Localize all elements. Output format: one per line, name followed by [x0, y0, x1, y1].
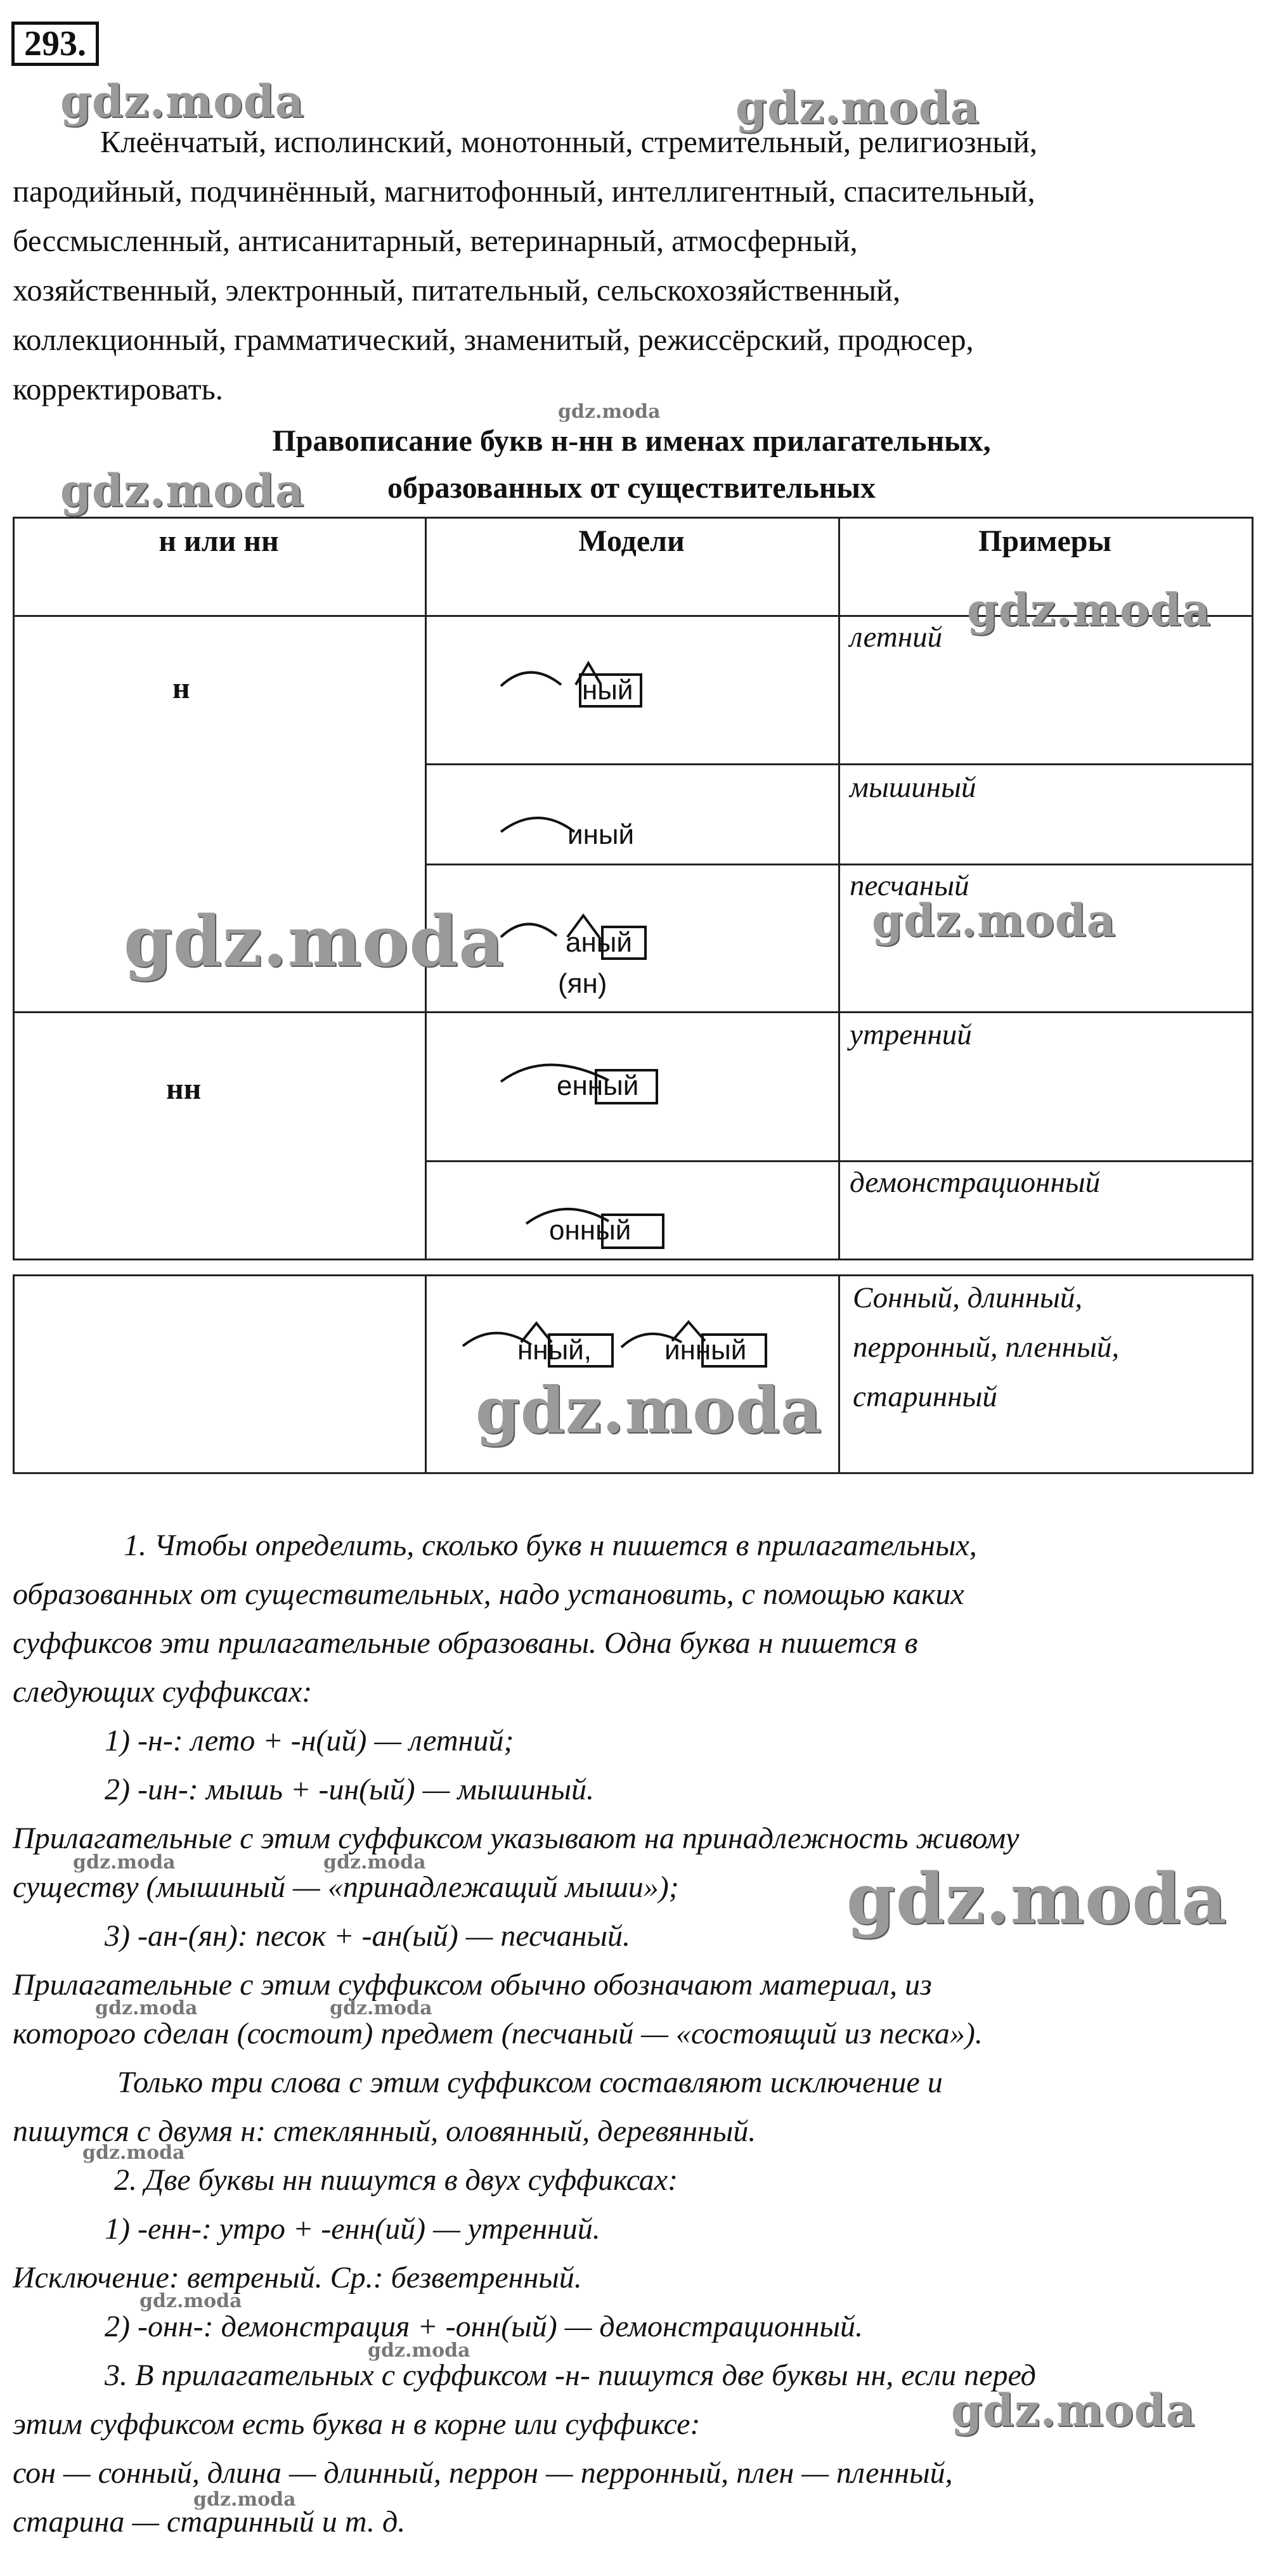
model-variant-text: (ян) [558, 968, 607, 999]
watermark: gdz.moda [846, 1858, 1227, 1939]
row-label-nn: нн [166, 1072, 202, 1106]
intro-line: коллекционный, грамматический, знаменитый, режиссёрский, продюсер, [13, 323, 974, 357]
table-border [13, 517, 15, 1260]
watermark: gdz.moda [735, 81, 980, 134]
rule-1-item-1: 1) -н-: лето + -н(ий) — летний; [105, 1724, 514, 1757]
intro-line: Клеёнчатый, исполинский, монотонный, стремительный, религиозный, [100, 126, 1037, 159]
watermark: gdz.moda [330, 1997, 432, 2019]
watermark: gdz.moda [73, 1851, 176, 1874]
exercise-number: 293. [11, 22, 99, 66]
table-border [13, 1274, 15, 1474]
table-heading-line1: Правописание букв н-нн в именах прилагательных, [272, 424, 991, 458]
watermark: gdz.moda [558, 401, 661, 423]
watermark: gdz.moda [476, 1373, 822, 1447]
watermark: gdz.moda [82, 2142, 185, 2164]
rule-1-item-2-note: существу (мышиный — «принадлежащий мыши»); [13, 1870, 679, 1904]
rule-1-line: суффиксов эти прилагательные образованы. Одна буква н пишется в [13, 1626, 918, 1660]
model-suffix-enn [501, 1052, 716, 1122]
rule-1-line: 1. Чтобы определить, сколько букв н пишется в прилагательных, [124, 1529, 977, 1562]
watermark: gdz.moda [967, 583, 1212, 636]
rule-2-exception: Исключение: ветреный. Ср.: безветренный. [13, 2261, 582, 2294]
model-suffix-n [501, 653, 716, 723]
rule-1-item-2: 2) -ин-: мышь + -ин(ый) — мышиный. [105, 1773, 595, 1806]
column-header-examples: Примеры [978, 524, 1111, 558]
example-double-n-1: Сонный, длинный, [853, 1281, 1083, 1314]
table-border [13, 517, 1253, 519]
example-double-n-2: перронный, пленный, [853, 1331, 1120, 1364]
watermark: gdz.moda [193, 2489, 296, 2511]
model-suffix-an [501, 908, 716, 999]
example-demonstr: демонстрационный [850, 1166, 1101, 1199]
rule-1-exception: пишутся с двумя н: стеклянный, оловянный, деревянный. [13, 2114, 756, 2148]
model-suffix-onn [501, 1198, 716, 1268]
rule-1-exception: Только три слова с этим суффиксом составляют исключение и [117, 2066, 943, 2099]
rule-2-item-1: 1) -енн-: утро + -енн(ий) — утренний. [105, 2212, 600, 2246]
model-ending-text: онный [549, 1215, 632, 1246]
watermark: gdz.moda [95, 1997, 198, 2019]
rule-3-line: старина — старинный и т. д. [13, 2505, 406, 2539]
table-border [425, 517, 427, 1260]
watermark: gdz.moda [60, 75, 305, 127]
rule-2: 2. Две буквы нн пишутся в двух суффиксах: [114, 2163, 678, 2197]
watermark: gdz.moda [60, 464, 305, 517]
watermark: gdz.moda [139, 2290, 242, 2312]
intro-line: хозяйственный, электронный, питательный, сельскохозяйственный, [13, 274, 901, 307]
example-utrenniy: утренний [850, 1018, 972, 1051]
table-border [13, 1011, 1253, 1013]
watermark: gdz.moda [951, 2384, 1196, 2437]
watermark: gdz.moda [323, 1851, 426, 1874]
rule-2-item-2: 2) -онн-: демонстрация + -онн(ый) — демонстрационный. [105, 2310, 863, 2343]
rule-3-line: этим суффиксом есть буква н в корне или суффиксе: [13, 2407, 701, 2441]
intro-line: пародийный, подчинённый, магнитофонный, интеллигентный, спасительный, [13, 175, 1035, 209]
example-letniy: летний [850, 621, 943, 654]
table-border [838, 517, 840, 1260]
intro-paragraph [13, 118, 1255, 415]
table-heading-line2: образованных от существительных [387, 471, 876, 505]
model-ending-text: иный [567, 819, 635, 850]
example-double-n-3: старинный [853, 1380, 997, 1413]
model-ending-text: ный [582, 675, 633, 706]
table-border [425, 1274, 427, 1474]
row-label-n: н [172, 671, 190, 705]
intro-line: корректировать. [13, 373, 223, 406]
watermark: gdz.moda [124, 900, 505, 982]
column-header-n-or-nn: н или нн [159, 524, 279, 558]
rule-1-line: следующих суффиксах: [13, 1675, 313, 1709]
model-ending-text: инный [664, 1335, 747, 1366]
column-header-models: Модели [578, 524, 685, 558]
model-ending-text: енный [557, 1070, 639, 1101]
model-suffix-in [501, 805, 716, 875]
table-border [1252, 517, 1253, 1260]
rule-1-item-2-note: Прилагательные с этим суффиксом указывают на принадлежность живому [13, 1822, 1020, 1855]
rule-3-line: сон — сонный, длина — длинный, перрон — перронный, плен — пленный, [13, 2456, 953, 2490]
example-myshiny: мышиный [850, 771, 976, 804]
watermark: gdz.moda [872, 894, 1117, 947]
table-border [13, 1472, 1253, 1474]
rule-1-item-3: 3) -ан-(ян): песок + -ан(ый) — песчаный. [105, 1919, 630, 1953]
rule-1-line: образованных от существительных, надо установить, с помощью каких [13, 1577, 964, 1611]
rule-1-item-3-note: которого сделан (состоит) предмет (песчаный — «состоящий из песка»). [13, 2017, 983, 2050]
rule-1-item-3-note: Прилагательные с этим суффиксом обычно обозначают материал, из [13, 1968, 932, 2002]
intro-line: бессмысленный, антисанитарный, ветеринарный, атмосферный, [13, 224, 858, 258]
table-border [1252, 1274, 1253, 1474]
model-ending-text: аный [566, 927, 632, 958]
rule-3-line: 3. В прилагательных с суффиксом -н- пишутся две буквы нн, если перед [105, 2359, 1036, 2392]
watermark: gdz.moda [368, 2340, 470, 2362]
table-border [13, 1274, 1253, 1276]
table-border [838, 1274, 840, 1474]
example-peschany: песчаный [850, 869, 969, 902]
model-ending-text: нный, [517, 1335, 592, 1366]
